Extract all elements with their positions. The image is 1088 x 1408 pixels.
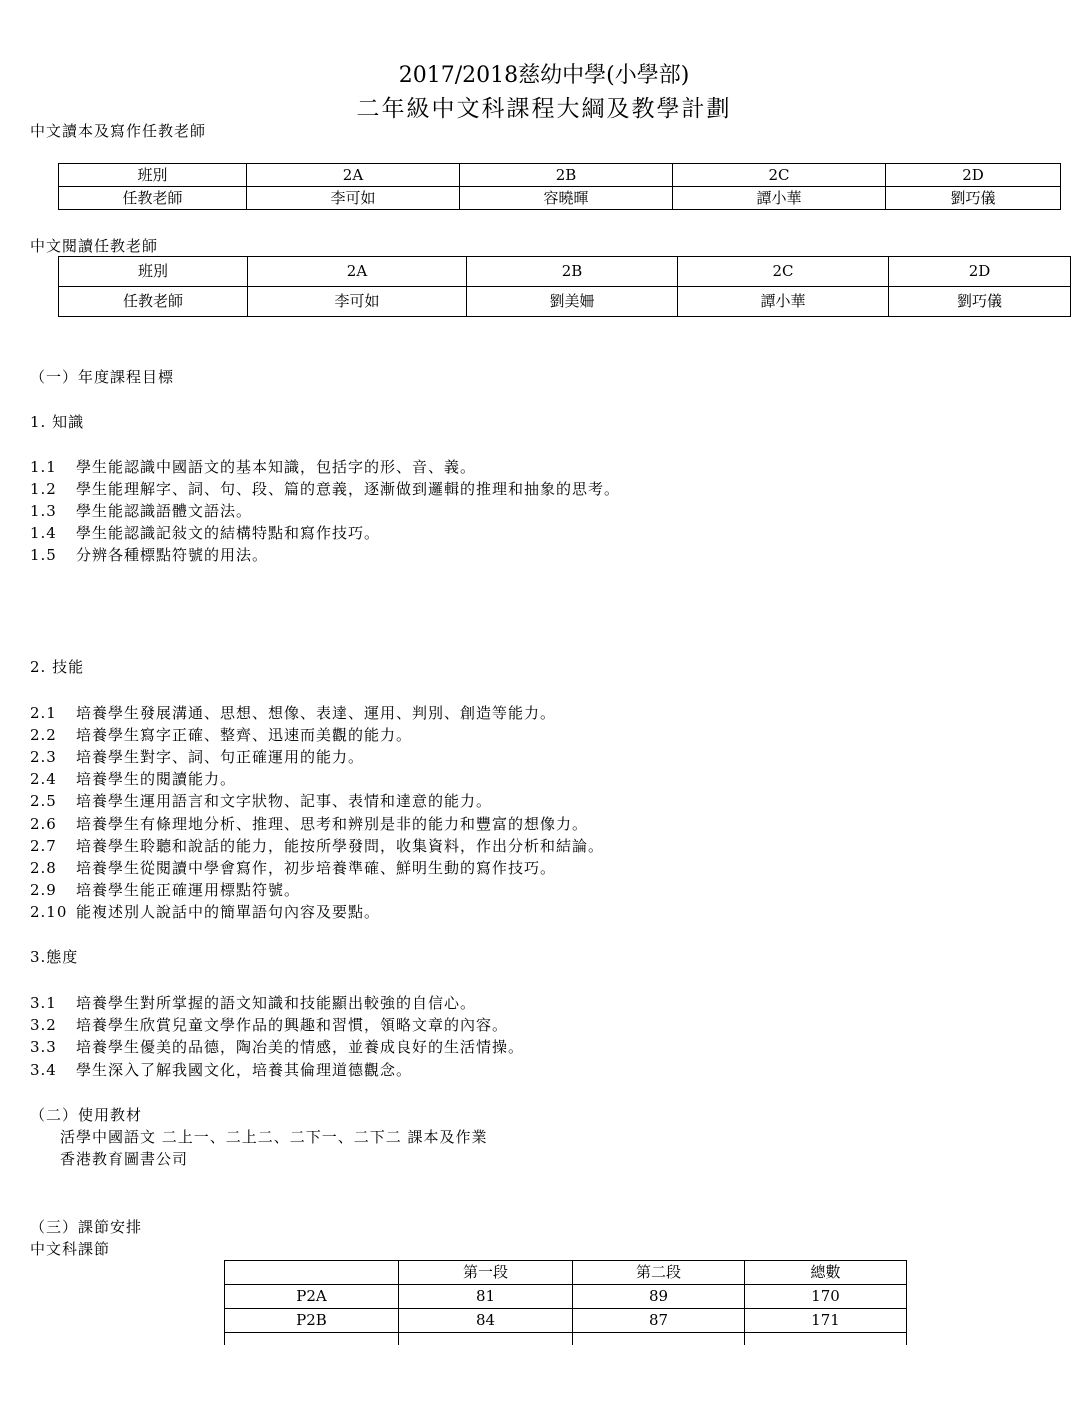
table-cell: 容曉暉 <box>460 187 673 210</box>
item-text: 培養學生從閱讀中學會寫作，初步培養準確、鮮明生動的寫作技巧。 <box>76 859 557 877</box>
table-cell: 2A <box>247 164 460 187</box>
item-text: 培養學生優美的品德，陶冶美的情感，並養成良好的生活情操。 <box>76 1038 525 1056</box>
list-item <box>30 790 492 811</box>
heading-materials: （二）使用教材 <box>30 1106 143 1124</box>
table-cell: 171 <box>745 1309 907 1333</box>
list-item <box>30 724 412 745</box>
item-number: 2.10 <box>30 903 68 921</box>
item-text: 培養學生寫字正確、整齊、迅速而美觀的能力。 <box>76 726 413 744</box>
table-cell <box>225 1333 399 1346</box>
table-cell: 2D <box>889 257 1071 287</box>
list-item <box>30 544 268 565</box>
table-cell: 170 <box>745 1285 907 1309</box>
table-row <box>225 1333 907 1346</box>
section-teachers-reading: 中文閱讀任教老師 <box>30 237 159 255</box>
table-cell: 譚小華 <box>673 187 886 210</box>
list-item <box>30 456 476 477</box>
table-cell: P2B <box>225 1309 399 1333</box>
list-item <box>30 768 236 789</box>
item-number: 1.3 <box>30 502 57 520</box>
list-item <box>30 1036 524 1057</box>
table-cell: 2D <box>886 164 1061 187</box>
table-cell <box>399 1333 573 1346</box>
table-cell <box>745 1333 907 1346</box>
list-item <box>30 992 476 1013</box>
table-cell: 2A <box>248 257 467 287</box>
list-item <box>30 901 380 922</box>
list-item <box>30 857 556 878</box>
item-text: 培養學生的閱讀能力。 <box>76 770 237 788</box>
item-number: 3.2 <box>30 1016 57 1034</box>
document-subtitle: 二年級中文科課程大綱及教學計劃 <box>356 96 732 122</box>
table-cell <box>225 1261 399 1285</box>
item-text: 學生能認識語體文語法。 <box>76 502 253 520</box>
item-number: 3.4 <box>30 1061 57 1079</box>
table-cell: 李可如 <box>247 187 460 210</box>
item-number: 1.5 <box>30 546 57 564</box>
table-cell: 第二段 <box>573 1261 745 1285</box>
item-number: 3.1 <box>30 994 57 1012</box>
table-cell: 任教老師 <box>59 187 247 210</box>
list-item <box>30 1059 412 1080</box>
table-row <box>225 1309 907 1333</box>
table-cell: 班別 <box>59 257 248 287</box>
table-cell: 總數 <box>745 1261 907 1285</box>
table-row <box>59 287 1071 317</box>
lessons-label: 中文科課節 <box>30 1240 111 1258</box>
item-text: 培養學生發展溝通、思想、想像、表達、運用、判別、創造等能力。 <box>76 704 557 722</box>
table-row <box>59 164 1061 187</box>
teachers-writing-table <box>58 163 1061 210</box>
item-number: 2.6 <box>30 815 57 833</box>
table-row <box>59 187 1061 210</box>
table-row <box>59 257 1071 287</box>
table-cell: P2A <box>225 1285 399 1309</box>
lessons-table <box>224 1260 907 1345</box>
knowledge-title: 1. 知識 <box>30 413 85 431</box>
table-cell: 班別 <box>59 164 247 187</box>
list-item <box>30 1014 508 1035</box>
list-item <box>30 813 588 834</box>
material-line: 香港教育圖書公司 <box>60 1150 189 1168</box>
list-item <box>30 500 252 521</box>
item-text: 學生能理解字、詞、句、段、篇的意義，逐漸做到邏輯的推理和抽象的思考。 <box>76 480 621 498</box>
attitude-title: 3.態度 <box>30 948 79 966</box>
skills-title: 2. 技能 <box>30 658 85 676</box>
item-text: 培養學生對字、詞、句正確運用的能力。 <box>76 748 365 766</box>
item-number: 1.1 <box>30 458 57 476</box>
heading-lessons: （三）課節安排 <box>30 1218 143 1236</box>
item-number: 1.4 <box>30 524 57 542</box>
table-cell: 2C <box>678 257 889 287</box>
item-number: 2.3 <box>30 748 57 766</box>
item-text: 學生能認識記敍文的結構特點和寫作技巧。 <box>76 524 381 542</box>
list-item <box>30 879 300 900</box>
list-item <box>30 746 364 767</box>
list-item <box>30 835 604 856</box>
item-number: 2.8 <box>30 859 57 877</box>
item-text: 培養學生聆聽和說話的能力，能按所學發問，收集資料，作出分析和結論。 <box>76 837 605 855</box>
table-cell: 任教老師 <box>59 287 248 317</box>
item-number: 2.2 <box>30 726 57 744</box>
item-number: 2.7 <box>30 837 57 855</box>
table-cell: 第一段 <box>399 1261 573 1285</box>
table-cell: 81 <box>399 1285 573 1309</box>
table-cell: 2B <box>460 164 673 187</box>
item-text: 培養學生能正確運用標點符號。 <box>76 881 301 899</box>
item-text: 學生深入了解我國文化，培養其倫理道德觀念。 <box>76 1061 413 1079</box>
table-cell <box>573 1333 745 1346</box>
table-row <box>225 1285 907 1309</box>
item-number: 1.2 <box>30 480 57 498</box>
item-text: 培養學生運用語言和文字狀物、記事、表情和達意的能力。 <box>76 792 493 810</box>
table-cell: 89 <box>573 1285 745 1309</box>
item-number: 2.4 <box>30 770 57 788</box>
heading-annual-goals: （一）年度課程目標 <box>30 368 175 386</box>
table-cell: 李可如 <box>248 287 467 317</box>
table-cell: 2C <box>673 164 886 187</box>
table-row <box>225 1261 907 1285</box>
item-text: 培養學生有條理地分析、推理、思考和辨別是非的能力和豐富的想像力。 <box>76 815 589 833</box>
section-teachers-writing: 中文讀本及寫作任教老師 <box>30 122 207 140</box>
table-cell: 87 <box>573 1309 745 1333</box>
table-cell: 84 <box>399 1309 573 1333</box>
table-cell: 譚小華 <box>678 287 889 317</box>
item-number: 3.3 <box>30 1038 57 1056</box>
item-text: 能複述別人說話中的簡單語句內容及要點。 <box>76 903 381 921</box>
item-text: 學生能認識中國語文的基本知識，包括字的形、音、義。 <box>76 458 477 476</box>
table-cell: 劉巧儀 <box>889 287 1071 317</box>
teachers-reading-table <box>58 256 1071 317</box>
item-text: 培養學生對所掌握的語文知識和技能顯出較強的自信心。 <box>76 994 477 1012</box>
list-item <box>30 522 380 543</box>
material-line: 活學中國語文 二上一、二上二、二下一、二下二 課本及作業 <box>60 1128 488 1146</box>
item-number: 2.9 <box>30 881 57 899</box>
item-number: 2.5 <box>30 792 57 810</box>
item-text: 分辨各種標點符號的用法。 <box>76 546 269 564</box>
list-item <box>30 702 556 723</box>
item-number: 2.1 <box>30 704 57 722</box>
table-cell: 劉巧儀 <box>886 187 1061 210</box>
list-item <box>30 478 620 499</box>
table-cell: 劉美姍 <box>467 287 678 317</box>
table-cell: 2B <box>467 257 678 287</box>
item-text: 培養學生欣賞兒童文學作品的興趣和習慣，領略文章的內容。 <box>76 1016 509 1034</box>
document-title: 2017/2018慈幼中學(小學部) <box>398 63 690 88</box>
